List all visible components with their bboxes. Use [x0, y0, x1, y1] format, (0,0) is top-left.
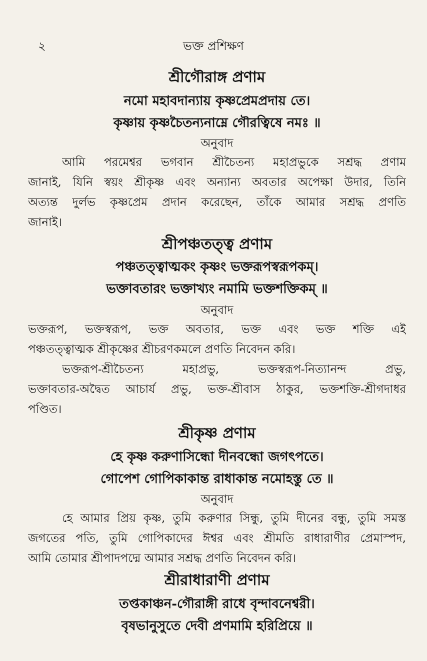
paragraph-line: পণ্ডিত। [28, 402, 62, 416]
paragraph-line: অত্যন্ত দুর্লভ কৃষ্ণপ্রেম প্রদান করেছেন, তাঁকে আমার সশ্রদ্ধ প্রণতি [28, 195, 406, 209]
paragraph-line: আমি পরমেশ্বর ভগবান শ্রীচৈতন্য মহাপ্রভুকে সশ্রদ্ধ প্রণাম [62, 155, 406, 169]
running-header [0, 38, 427, 54]
section-title: শ্রীপঞ্চতত্ত্ব প্রণাম [161, 235, 273, 253]
verse-line: কৃষ্ণায় কৃষ্ণচৈতন্যনাম্নে গৌরত্বিষে নমঃ ॥ [113, 116, 321, 131]
section-title: শ্রীরাধারাণী প্রণাম [164, 571, 270, 589]
subheading: অনুবাদ [200, 136, 234, 150]
section-title: শ্রীকৃষ্ণ প্রণাম [178, 424, 256, 442]
paragraph-line: পঞ্চতত্ত্বাত্মক শ্রীকৃষ্ণের শ্রীচরণকমলে প্রণতি নিবেদন করি। [28, 342, 296, 356]
verse-line: গোপেশ গোপিকাকান্ত রাধাকান্ত নমোহস্তু তে ॥ [100, 472, 334, 487]
paragraph-line: জানাই। [28, 215, 62, 229]
verse-line: পঞ্চতত্ত্বাত্মকং কৃষ্ণং ভক্তরূপস্বরূপকম্। [115, 260, 319, 275]
running-title: ভক্ত প্রশিক্ষণ [183, 39, 244, 53]
subheading: অনুবাদ [200, 303, 234, 317]
subheading: অনুবাদ [200, 492, 234, 506]
paragraph-line: ভক্তাবতার-অদ্বৈত আচার্য প্রভু, ভক্ত-শ্রীবাস ঠাকুর, ভক্তশক্তি-শ্রীগদাধর [28, 382, 406, 396]
verse-line: হে কৃষ্ণ করুণাসিন্ধো দীনবন্ধো জগৎপতে। [110, 450, 324, 465]
paragraph-line: জগতের পতি, তুমি গোপিকাদের ঈশ্বর এবং শ্রীমতি রাধারাণীর প্রেমাস্পদ, [28, 531, 406, 545]
verse-line: ভক্তাবতারং ভক্তাখ্যং নমামি ভক্তশক্তিকম্ ॥ [106, 282, 328, 297]
paragraph-line: ভক্তরূপ, ভক্তস্বরূপ, ভক্ত অবতার, ভক্ত এবং ভক্ত শক্তি এই [28, 322, 406, 336]
verse-line: নমো মহাবদান্যায় কৃষ্ণপ্রেমপ্রদায় তে। [123, 94, 311, 109]
verse-line: তপ্তকাঞ্চন-গৌরাঙ্গী রাধে বৃন্দাবনেশ্বরী। [119, 597, 315, 612]
paragraph-line: জানাই, যিনি স্বয়ং শ্রীকৃষ্ণ এবং অন্যান্য অবতার অপেক্ষা উদার, তিনি [28, 175, 406, 189]
paragraph-line: ভক্তরূপ-শ্রীচৈতন্য মহাপ্রভু, ভক্তস্বরূপ-নিত্যানন্দ প্রভু, [62, 362, 406, 376]
page-number: ২ [38, 39, 46, 53]
paragraph-line: আমি তোমার শ্রীপাদপদ্মে আমার সশ্রদ্ধ প্রণতি নিবেদন করি। [28, 551, 297, 565]
verse-line: বৃষভানুসুতে দেবী প্রণমামি হরিপ্রিয়ে ॥ [121, 619, 313, 634]
section-title: শ্রীগৌরাঙ্গ প্রণাম [168, 68, 266, 86]
paragraph-line: হে আমার প্রিয় কৃষ্ণ, তুমি করুণার সিন্ধু, তুমি দীনের বন্ধু, তুমি সমস্ত [62, 511, 406, 525]
